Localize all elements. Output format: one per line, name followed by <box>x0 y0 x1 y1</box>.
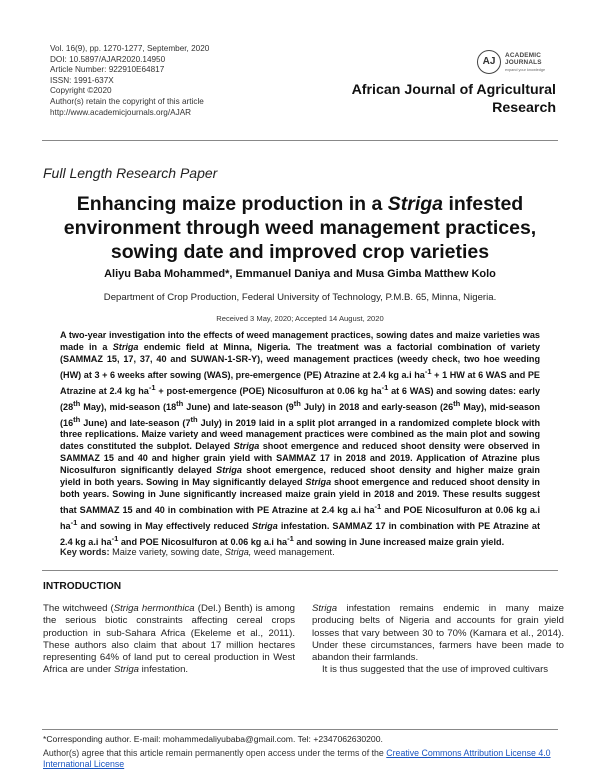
academic-journals-logo <box>477 48 557 78</box>
intro-right-column: Striga infestation remains endemic in many maize producing belts of Nigeria and accounts for grain yield losses that vary between 30 to 70% (Kamara et al., 2014). Under these circumstances, farmers have been made to abandon their farmlands. It is thus suggested that the use of improved cultivars <box>312 603 564 676</box>
license-statement: Author(s) agree that this article remain permanently open access under the terms of the Creative Commons Attribution License 4.0 International License <box>43 748 551 769</box>
doi[interactable]: DOI: 10.5897/AJAR2020.14950 <box>50 54 166 64</box>
paper-type: Full Length Research Paper <box>43 165 218 181</box>
logo-mark-icon: AJ <box>477 50 501 74</box>
intro-left-column: The witchweed (Striga hermonthica (Del.) Benth) is among the serious biotic constraints affecting cereal crops production in sub-Sahara Africa (Ekeleme et al., 2011). These authors also claim that about 17 million hectares representing 64% of land put to cereal production in West Africa are under Striga infestation. <box>43 603 295 676</box>
abstract: A two-year investigation into the effects of weed management practices, sowing dates and maize varieties was made in a Striga endemic field at Minna, Nigeria. The treatment was a factorial combination of variety (SAMMAZ 15, 17, 37, 40 and SUWAN-1-SR-Y), weed management practices (weedy check, two hoe weeding (HW) at 3 + 6 weeks after sowing (WAS), pre-emergence (PE) Atrazine at 2.4 kg a.i $ha^{-1} + 1$ HW at 6 WAS and PE Atrazine at 2.4 kg $ha^{-1}$ + post-emergence (POE) Nicosulfuron at 0.06 kg $ha^{-1}$ at 6 WAS) and sowing dates: early (28th May), mid-season (18th June) and late-season (9th July) in 2018 and early-season (26th May), mid-season (16th June) and late-season (7th July) in 2019 laid in a split plot arranged in a randomized complete block with three replications. Maize variety and weed management practices were combined as the main plot and sowing dates constituted the subplot. Delayed Striga shoot emergence and reduced shoot density were observed in SAMMAZ 15 and 40 and higher grain yield with SAMMAZ 17 in 2018 and 2019. Application of Atrazine plus Nicosulfuron significantly delayed Striga shoot emergence, reduced shoot density and higher maize grain yield in both years. Sowing in May significantly delayed Striga shoot emergence and reduced shoot density in both years. Sowing in June significantly increased maize grain yield in 2018 and 2019. These results suggest that SAMMAZ 15 and 40 in combination with PE Atrazine at 2.4 kg a.i $ha^{-1}$ and POE Nicosulfuron at 0.06 kg a.i $ha^{-1}$ and sowing in May effectively reduced Striga infestation. SAMMAZ 17 in combination with PE Atrazine at 2.4 kg a.i $ha^{-1}$ and POE Nicosulfuron at 0.06 kg a.i $ha^{-1}$ and sowing in June increased maize grain yield. <box>60 330 541 547</box>
journal-name: African Journal of Agricultural Research <box>351 82 556 116</box>
keywords: Key words: Maize variety, sowing date, Striga, weed management. <box>60 547 335 557</box>
corresponding-author: *Corresponding author. E-mail: mohammedaliyubaba@gmail.com. Tel: +2347062630200. <box>43 734 383 744</box>
issn: ISSN: 1991-637X <box>50 75 114 85</box>
author-list: Aliyu Baba Mohammed*, Emmanuel Daniya and Musa Gimba Matthew Kolo <box>104 268 496 280</box>
introduction-heading: INTRODUCTION <box>43 581 122 592</box>
paper-title: Enhancing maize production in a Striga infested environment through weed management practices, sowing date and improved crop varieties <box>63 193 537 263</box>
article-metadata <box>50 44 209 118</box>
copyright: Copyright ©2020 <box>50 86 112 96</box>
header-divider <box>42 140 558 141</box>
license-link[interactable]: Creative Commons Attribution License 4.0 International License <box>43 748 551 769</box>
affiliation: Department of Crop Production, Federal University of Technology, P.M.B. 65, Minna, Nigeria. <box>103 292 497 303</box>
logo-tagline: expand your knowledge <box>505 68 546 72</box>
volume-info: Vol. 16(9), pp. 1270-1277, September, 2020 <box>50 44 210 53</box>
article-number: Article Number: 922910E64817 <box>50 65 165 75</box>
footnote-divider <box>42 729 558 730</box>
rights-statement: Author(s) retain the copyright of this article <box>50 96 204 106</box>
received-dates: Received 3 May, 2020; Accepted 14 August, 2020 <box>216 314 384 323</box>
journal-url[interactable]: http://www.academicjournals.org/AJAR <box>50 107 192 117</box>
abstract-divider <box>42 570 558 571</box>
logo-wordmark: ACADEMIC JOURNALS <box>505 52 542 67</box>
